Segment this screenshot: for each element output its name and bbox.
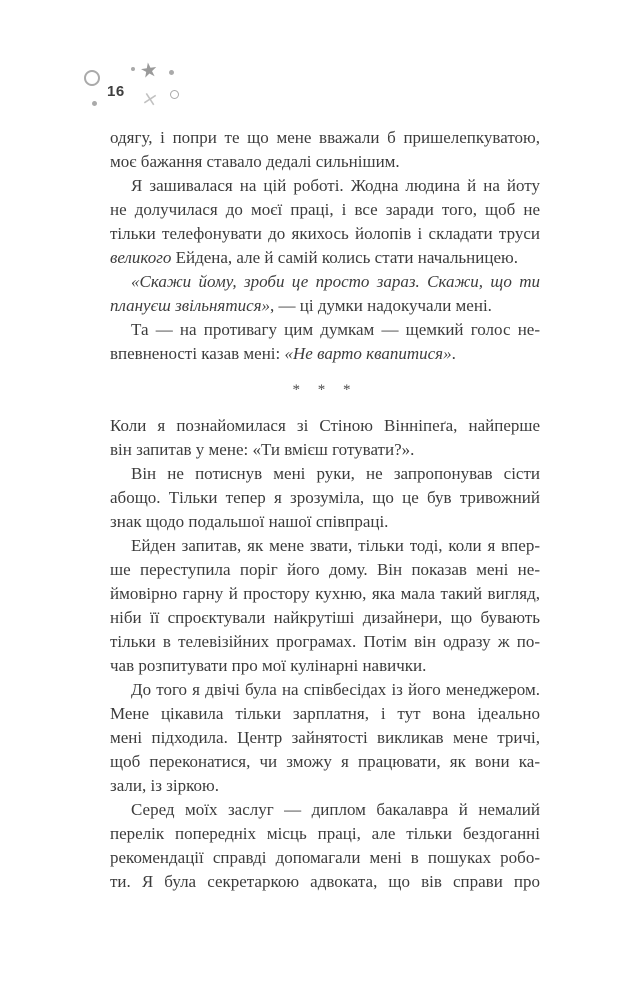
text-line xyxy=(110,726,540,750)
body-text: Ейдена, але й самій колись стати начальницею. xyxy=(171,248,518,267)
body-text: тільки в телевізійних програмах. Потім він одразу ж по- xyxy=(110,632,540,651)
text-line xyxy=(110,222,540,246)
star-icon: ★ xyxy=(138,56,160,84)
paragraph xyxy=(110,174,540,270)
dot-icon xyxy=(131,67,135,71)
text-line xyxy=(110,606,540,630)
paragraph xyxy=(110,462,540,534)
text-line xyxy=(110,318,540,342)
body-text: зали, із зіркою. xyxy=(110,776,219,795)
text-line xyxy=(110,174,540,198)
paragraph xyxy=(110,534,540,678)
body-text: Я зашивалася на цій роботі. Жодна людина й на йоту xyxy=(131,176,540,195)
text-line xyxy=(110,438,540,462)
italic-text: плануєш звільнятися» xyxy=(110,296,271,315)
body-text: мені підходила. Центр зайнятості викликав мене тричі, xyxy=(110,728,540,747)
text-line xyxy=(110,270,540,294)
body-text: чав розпитувати про мої кулінарні навички. xyxy=(110,656,427,675)
text-line xyxy=(110,198,540,222)
body-text: Серед моїх заслуг — диплом бакалавра й немалий xyxy=(131,800,540,819)
paragraph xyxy=(110,414,540,462)
paragraph xyxy=(110,318,540,366)
body-text: щоб переконатися, чи зможу я працювати, як вони ка- xyxy=(110,752,540,771)
text-line xyxy=(110,654,540,678)
body-text: він запитав у мене: «Ти вмієш готувати?». xyxy=(110,440,415,459)
paragraph xyxy=(110,678,540,798)
text-line xyxy=(110,822,540,846)
text-line xyxy=(110,342,540,366)
ring-icon xyxy=(84,70,100,86)
italic-text: «Не варто квапитися» xyxy=(284,344,452,363)
dot-icon xyxy=(169,70,174,75)
text-line xyxy=(110,750,540,774)
page-number: 16 xyxy=(107,83,125,100)
text-line xyxy=(110,678,540,702)
body-text: Ейден запитав, як мене звати, тільки тоді, коли я впер- xyxy=(131,536,540,555)
body-text: Він не потиснув мені руки, не запропонував сісти xyxy=(131,464,540,483)
body-text: Мене цікавила тільки зарплатня, і тут вона ідеально xyxy=(110,704,540,723)
paragraph xyxy=(110,126,540,174)
italic-text: великого xyxy=(110,248,172,267)
body-text: ти. Я була секретаркою адвоката, що вів справи про xyxy=(110,872,540,891)
body-text: До того я двічі була на співбесідах із його менеджером. xyxy=(131,680,540,699)
body-text: . xyxy=(451,344,456,363)
body-text: впевненості казав мені: xyxy=(110,344,285,363)
body-text: ше переступила поріг його дому. Він показав мені не- xyxy=(110,560,540,579)
body-text: Та — на противагу цим думкам — щемкий голос не- xyxy=(131,320,540,339)
italic-text: «Скажи йому, зроби це просто зараз. Скажи, що ти xyxy=(131,272,540,291)
body-text: перелік попередніх місць праці, але тільки бездоганні xyxy=(110,824,540,843)
text-block xyxy=(110,126,540,894)
text-line xyxy=(110,534,540,558)
body-text: моє бажання ставало дедалі сильнішим. xyxy=(110,152,400,171)
body-text: знак щодо подальшої нашої співпраці. xyxy=(110,512,389,531)
body-text: абощо. Тільки тепер я зрозуміла, що це був тривожний xyxy=(110,488,540,507)
text-line xyxy=(110,462,540,486)
text-line xyxy=(110,558,540,582)
text-line xyxy=(110,150,540,174)
body-text: Коли я познайомилася зі Стіною Вінніпеґа, найперше xyxy=(110,416,540,435)
x-icon: × xyxy=(139,86,161,112)
small-circle-icon xyxy=(170,90,179,99)
text-line xyxy=(110,846,540,870)
text-line xyxy=(110,126,540,150)
body-text: , — ці думки надокучали мені. xyxy=(270,296,492,315)
paragraph xyxy=(110,798,540,894)
text-line xyxy=(110,294,540,318)
section-separator: * * * xyxy=(292,382,358,398)
body-text: ніби її спроєктували найкрутіші дизайнери, що бувають xyxy=(110,608,540,627)
text-line xyxy=(110,774,540,798)
text-line xyxy=(110,246,540,270)
text-line xyxy=(110,702,540,726)
body-text: рекомендації справді допомагали мені в пошуках робо- xyxy=(110,848,540,867)
text-line xyxy=(110,870,540,894)
body-text: тільки телефонувати до якихось йолопів і складати труси xyxy=(110,224,540,243)
paragraph xyxy=(110,270,540,318)
text-line xyxy=(110,486,540,510)
text-line xyxy=(110,798,540,822)
body-text: не долучилася до моєї праці, і все заради того, щоб не xyxy=(110,200,540,219)
body-text: одягу, і попри те що мене вважали б пришелепкуватою, xyxy=(110,128,540,147)
text-line xyxy=(110,582,540,606)
body-text: ймовірно гарну й простору кухню, яка мала такий вигляд, xyxy=(110,584,540,603)
text-line xyxy=(110,414,540,438)
text-line xyxy=(110,630,540,654)
dot-icon xyxy=(92,101,97,106)
text-line xyxy=(110,510,540,534)
